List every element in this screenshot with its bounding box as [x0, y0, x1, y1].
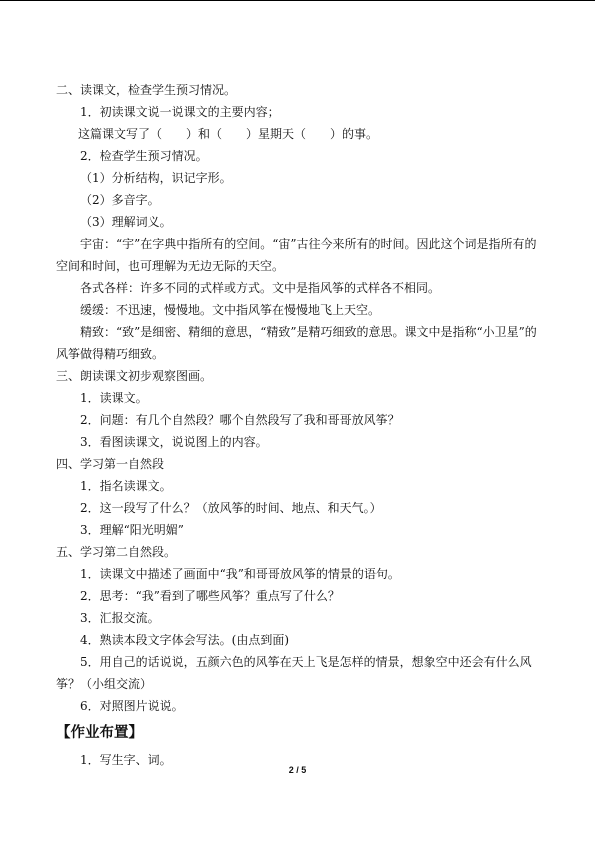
paragraph-line: 2．思考：“我”看到了哪些风筝？重点写了什么？ — [80, 589, 340, 603]
paragraph-line: 2．这一段写了什么？（放风筝的时间、地点、和天气。） — [80, 501, 382, 515]
paragraph-line: 1．读课文中描述了画面中“我”和哥哥放风筝的情景的语句。 — [80, 567, 400, 581]
paragraph-line: 1．读课文。 — [80, 391, 148, 405]
header-rule — [0, 0, 595, 1]
paragraph-line: 3．汇报交流。 — [80, 611, 160, 625]
paragraph-line: 1．初读课文说一说课文的主要内容； — [80, 105, 280, 119]
section-heading: 【作业布置】 — [56, 725, 143, 741]
paragraph-line: 4．熟读本段文字体会写法。(由点到面) — [80, 633, 289, 647]
outline-heading: 四、学习第一自然段 — [56, 457, 165, 471]
paragraph-line: （2）多音字。 — [80, 193, 160, 207]
paragraph-line: 精致：“致”是细密、精细的意思，“精致”是精巧细致的意思。课文中是指称“小卫星”的风筝做得精巧细致。 — [56, 325, 537, 361]
paragraph-line: 缓缓：不迅速，慢慢地。文中指风筝在慢慢地飞上天空。 — [80, 303, 381, 317]
paragraph-line: 各式各样：许多不同的式样或方式。文中是指风筝的式样各不相同。 — [80, 281, 441, 295]
document-body — [56, 79, 546, 771]
outline-heading: 五、学习第二自然段。 — [56, 545, 177, 559]
paragraph-line: 1．写生字、词。 — [80, 753, 172, 767]
paragraph-line: （1）分析结构，识记字形。 — [80, 171, 232, 185]
outline-heading: 三、朗读课文初步观察图画。 — [56, 369, 213, 383]
paragraph-line: 3．理解“阳光明媚” — [80, 523, 184, 537]
paragraph-line: 6．对照图片说说。 — [80, 699, 184, 713]
paragraph-line: 5．用自己的话说说，五颜六色的风筝在天上飞是怎样的情景，想象空中还会有什么风筝？（小组交流） — [56, 655, 532, 691]
outline-heading: 二、读课文，检查学生预习情况。 — [56, 83, 237, 97]
paragraph-line: （3）理解词义。 — [80, 215, 172, 229]
paragraph-line: 2．检查学生预习情况。 — [80, 149, 208, 163]
paragraph-line: 3．看图读课文，说说图上的内容。 — [80, 435, 268, 449]
paragraph-line: 宇宙：“宇”在字典中指所有的空间。“宙”古往今来所有的时间。因此这个词是指所有的空间和时间，也可理解为无边无际的天空。 — [56, 237, 537, 273]
paragraph-line: 这篇课文写了（ ）和（ ）星期天（ ）的事。 — [78, 127, 379, 141]
page-number: 2 / 5 — [288, 765, 307, 775]
paragraph-line: 2．问题：有几个自然段？哪个自然段写了我和哥哥放风筝？ — [80, 413, 400, 427]
paragraph-line: 1．指名读课文。 — [80, 479, 172, 493]
